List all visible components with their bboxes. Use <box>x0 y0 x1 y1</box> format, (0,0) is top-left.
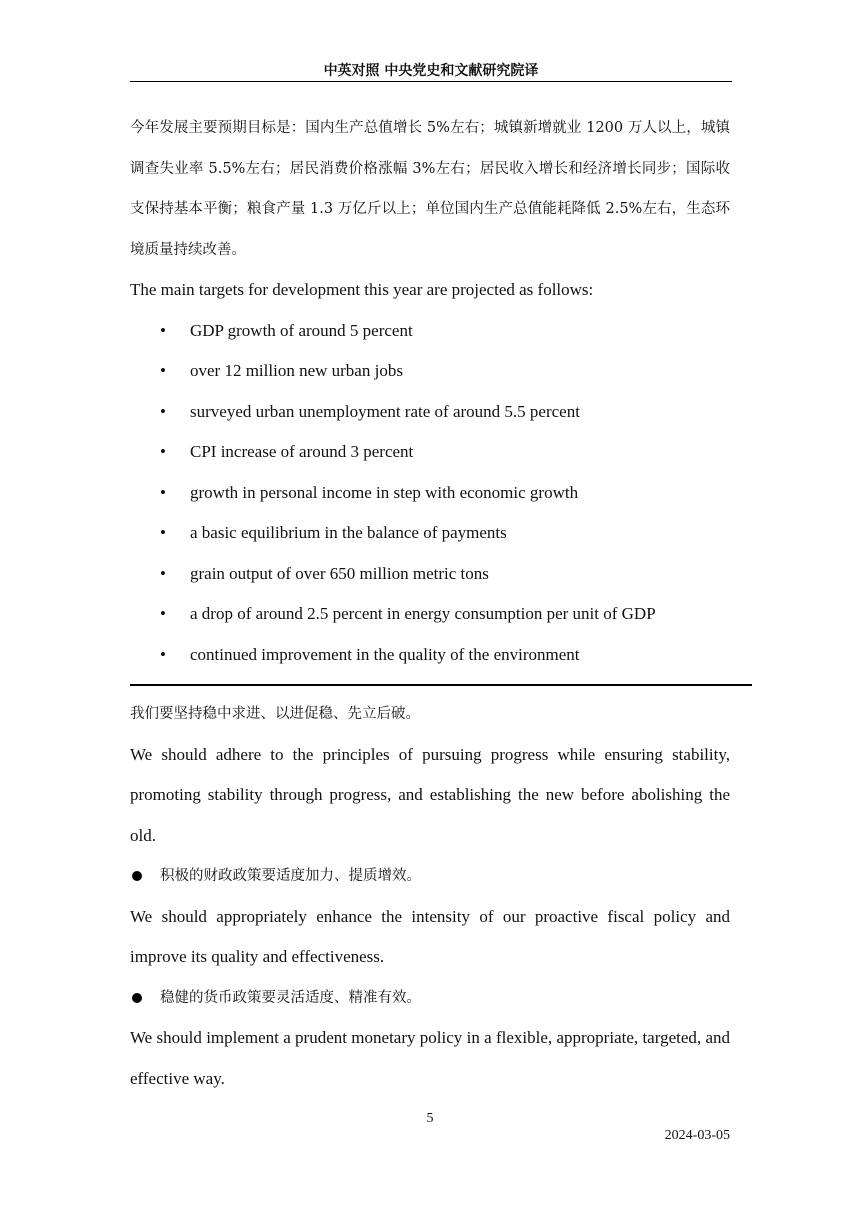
bullet-icon: • <box>160 563 166 583</box>
target-item <box>130 432 730 473</box>
bullet-dot-icon <box>132 871 142 881</box>
principles-english: We should adhere to the principles of pursuing progress while ensuring stability, promoting stability through progress, and establishing the new before abolishing the old. <box>130 744 730 845</box>
targets-list <box>130 311 730 676</box>
principles-chinese: 我们要坚持稳中求进、以进促稳、先立后破。 <box>130 706 420 722</box>
fiscal-policy-chinese <box>130 856 730 897</box>
monetary-policy-chinese-text: 稳健的货币政策要灵活适度、精准有效。 <box>160 989 421 1006</box>
target-item <box>130 311 730 352</box>
fiscal-policy-chinese-text: 积极的财政政策要适度加力、提质增效。 <box>160 868 421 884</box>
monetary-policy-english: We should implement a prudent monetary policy in a flexible, appropriate, targeted, and effective way. <box>130 1028 730 1088</box>
target-item-text: growth in personal income in step with economic growth <box>190 482 579 502</box>
target-item-text: grain output of over 650 million metric tons <box>190 563 489 583</box>
target-item <box>130 635 730 676</box>
bullet-icon: • <box>160 361 166 380</box>
target-item <box>130 513 730 554</box>
document-date: 2024-03-05 <box>664 1128 730 1143</box>
target-item-text: CPI increase of around 3 percent <box>190 442 414 461</box>
target-item <box>130 594 730 635</box>
target-item <box>130 473 730 514</box>
bullet-icon: • <box>160 320 166 340</box>
page-content <box>130 108 730 1099</box>
page-header: 中英对照 中央党史和文献研究院译 <box>323 63 539 79</box>
targets-chinese-paragraph: 今年发展主要预期目标是：国内生产总值增长 5%左右；城镇新增就业 1200 万人以上，城镇调查失业率 5.5%左右；居民消费价格涨幅 3%左右；居民收入增长和经济增长同步；国际收支保持基本平衡；粮食产量 1.3 万亿斤以上；单位国内生产总值能耗降低 2.5%左右，生态环境质量持续改善。 <box>130 120 730 258</box>
target-item <box>130 351 730 392</box>
page-number: 5 <box>426 1111 434 1126</box>
bullet-icon: • <box>160 401 166 421</box>
fiscal-policy-english: We should appropriately enhance the intensity of our proactive fiscal policy and improve its quality and effectiveness. <box>130 906 730 966</box>
monetary-policy-chinese <box>130 978 730 1019</box>
bullet-icon: • <box>160 482 166 502</box>
target-item-text: continued improvement in the quality of the environment <box>190 644 580 664</box>
section-divider <box>130 684 752 686</box>
bullet-icon: • <box>160 604 166 623</box>
target-item-text: GDP growth of around 5 percent <box>190 320 413 340</box>
target-item <box>130 392 730 433</box>
bullet-dot-icon <box>132 993 142 1003</box>
target-item-text: over 12 million new urban jobs <box>190 361 403 380</box>
targets-intro: The main targets for development this year are projected as follows: <box>130 280 594 299</box>
header-divider <box>130 81 732 82</box>
bullet-icon: • <box>160 523 166 542</box>
target-item-text: surveyed urban unemployment rate of around 5.5 percent <box>190 401 580 421</box>
target-item-text: a drop of around 2.5 percent in energy consumption per unit of GDP <box>190 604 656 623</box>
target-item <box>130 554 730 595</box>
bullet-icon: • <box>160 442 166 461</box>
bullet-icon: • <box>160 644 166 664</box>
target-item-text: a basic equilibrium in the balance of payments <box>190 523 507 542</box>
